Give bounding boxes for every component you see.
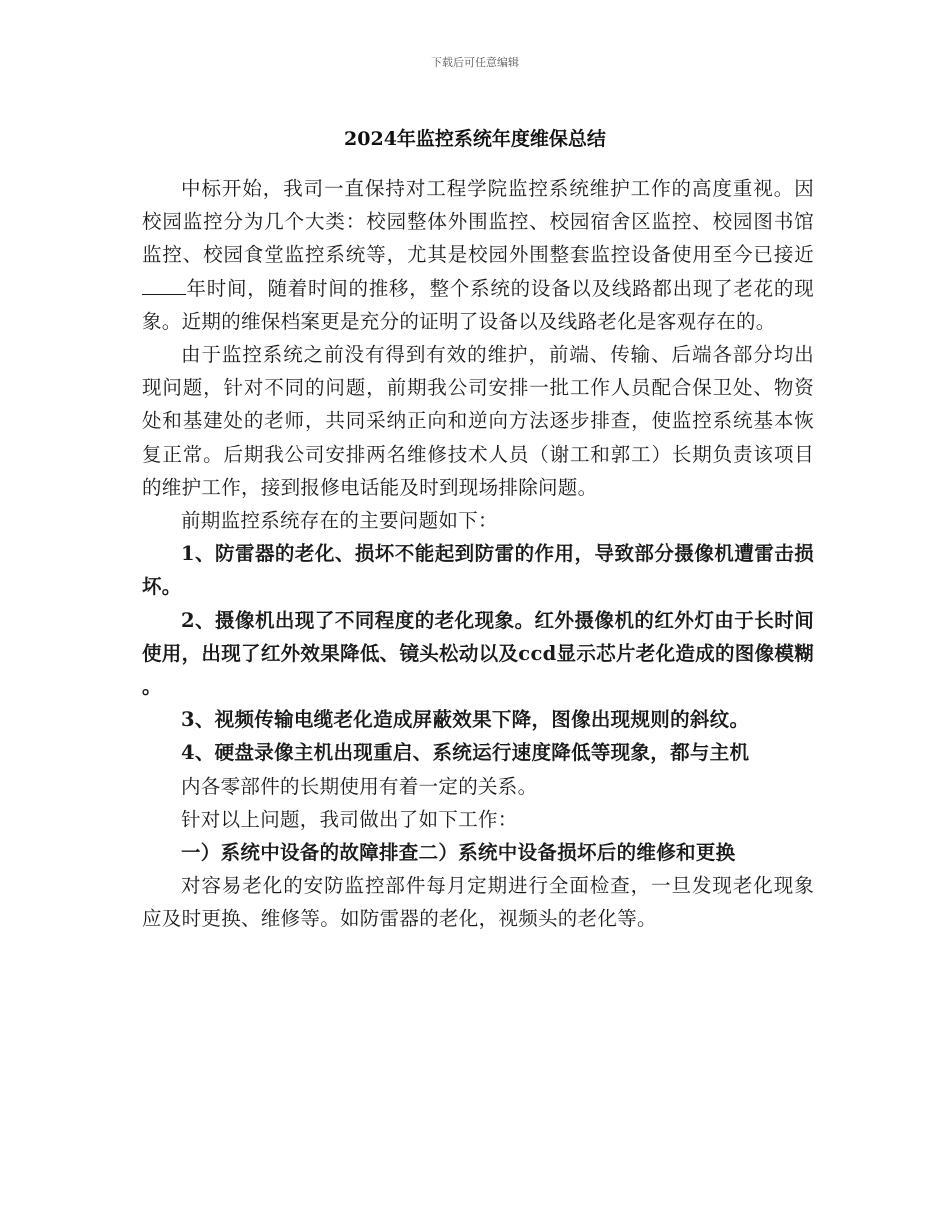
problem-item-2: 2、摄像机出现了不同程度的老化现象。红外摄像机的红外灯由于长时间使用，出现了红外效果降低、镜头松动以及ccd显示芯片老化造成的图像模糊。 [142, 608, 814, 699]
paragraph-problem-4-cont: 内各零部件的长期使用有着一定的关系。 [181, 774, 538, 798]
problem-item-3: 3、视频传输电缆老化造成屏蔽效果下降，图像出现规则的斜纹。 [181, 708, 750, 732]
paragraph-inspection: 对容易老化的安防监控部件每月定期进行全面检查，一旦发现老化现象应及时更换、维修等。如防雷器的老化，视频头的老化等。 [142, 874, 814, 931]
problem-item-1: 1、防雷器的老化、损坏不能起到防雷的作用，导致部分摄像机遭雷击损坏。 [142, 542, 814, 599]
header-note: 下载后可任意编辑 [431, 56, 519, 69]
paragraph-problems-intro: 前期监控系统存在的主要问题如下： [181, 509, 498, 533]
paragraph-actions-intro: 针对以上问题，我司做出了如下工作： [181, 807, 518, 831]
fill-in-blank [142, 276, 186, 295]
section-heading-actions: 一）系统中设备的故障排查二）系统中设备损坏后的维修和更换 [181, 841, 736, 865]
paragraph-intro [142, 172, 814, 338]
paragraph-intro-text-a: 中标开始，我司一直保持对工程学院监控系统维护工作的高度重视。因校园监控分为几个大类：校园整体外围监控、校园宿舍区监控、校园图书馆监控、校园食堂监控系统等，尤其是校园外围整套监控设备使用至今已接近 [142, 177, 814, 267]
page-title: 2024年监控系统年度维保总结 [344, 128, 606, 150]
problem-item-4: 4、硬盘录像主机出现重启、系统运行速度降低等现象，都与主机 [181, 741, 750, 765]
document-body [142, 172, 814, 936]
paragraph-intro-text-b: 年时间，随着时间的推移，整个系统的设备以及线路都出现了老花的现象。近期的维保档案更是充分的证明了设备以及线路老化是客观存在的。 [142, 276, 814, 333]
paragraph-maintenance: 由于监控系统之前没有得到有效的维护，前端、传输、后端各部分均出现问题，针对不同的问题，前期我公司安排一批工作人员配合保卫处、物资处和基建处的老师，共同采纳正向和逆向方法逐步排查，使监控系统基本恢复正常。后期我公司安排两名维修技术人员（谢工和郭工）长期负责该项目的维护工作，接到报修电话能及时到现场排除问题。 [142, 343, 814, 499]
